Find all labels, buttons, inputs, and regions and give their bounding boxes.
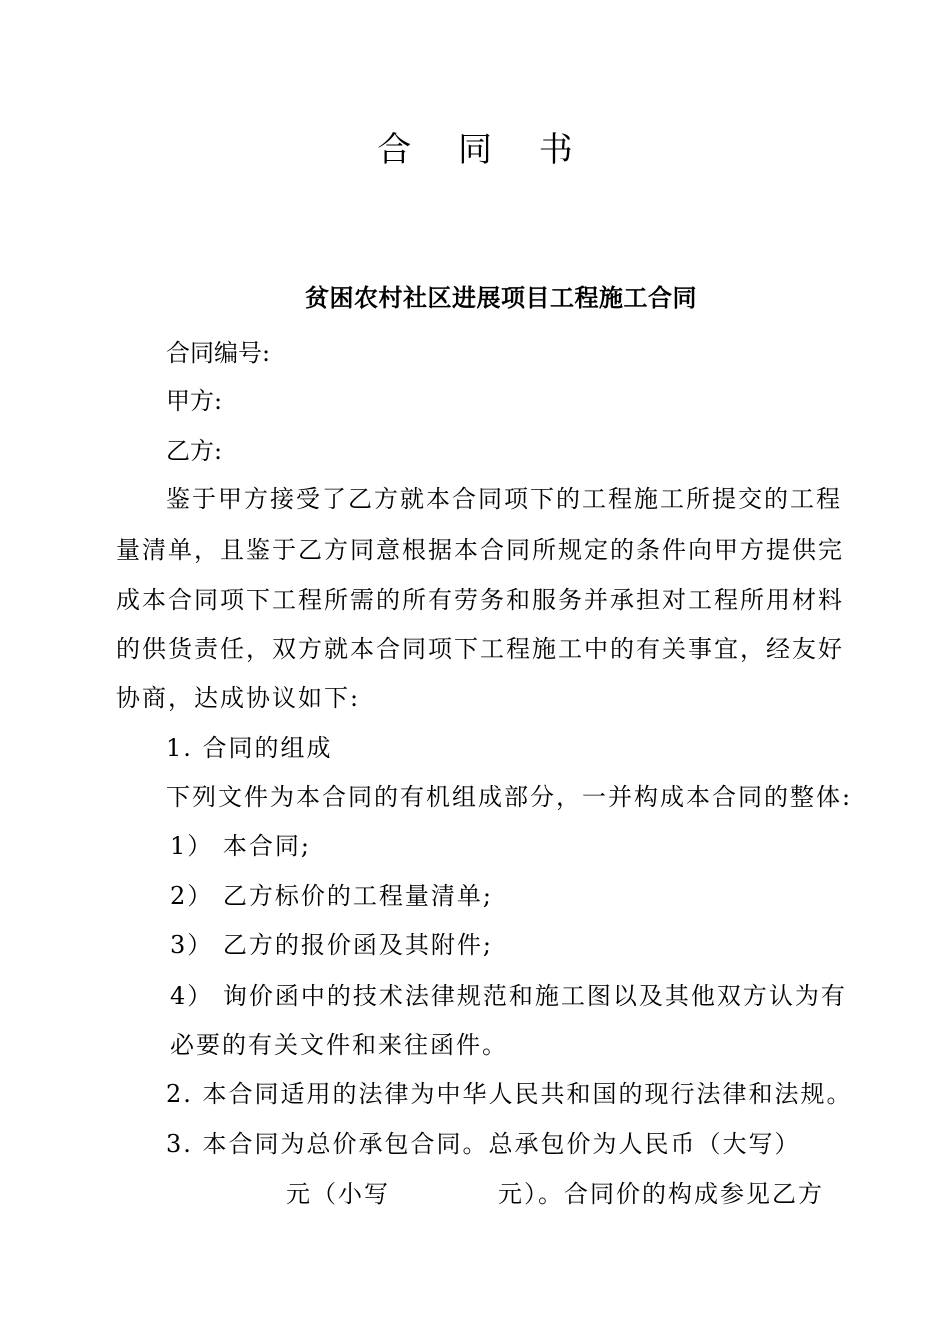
section-2: 2. 本合同适用的法律为中华人民共和国的现行法律和法规。 — [166, 1080, 853, 1108]
party-b-label: 乙方: — [166, 437, 223, 465]
section-3-line-1: 3. 本合同为总价承包合同。总承包价为人民币（大写） — [166, 1130, 801, 1158]
document-subtitle: 贫困农村社区进展项目工程施工合同 — [305, 284, 697, 312]
section-1-item-2: 2） 乙方标价的工程量清单; — [170, 882, 493, 910]
section-1-item-1: 1） 本合同; — [170, 832, 311, 860]
preamble-line-5: 协商，达成协议如下: — [116, 684, 361, 712]
preamble-line-4: 的供货责任，双方就本合同项下工程施工中的有关事宜，经友好 — [116, 635, 844, 663]
party-a-label: 甲方: — [166, 387, 223, 415]
contract-number-label: 合同编号: — [166, 339, 271, 367]
section-3-amount-tail: 元）。合同价的构成参见乙方 — [498, 1180, 824, 1208]
preamble-line-3: 成本合同项下工程所需的所有劳务和服务并承担对工程所用材料 — [116, 586, 844, 614]
preamble-line-1: 鉴于甲方接受了乙方就本合同项下的工程施工所提交的工程 — [166, 485, 842, 513]
document-title: 合 同 书 — [377, 130, 591, 170]
section-1-intro: 下列文件为本合同的有机组成部分，一并构成本合同的整体: — [166, 783, 853, 811]
section-1-item-4-continued: 必要的有关文件和来往函件。 — [170, 1031, 508, 1059]
section-1-item-3: 3） 乙方的报价函及其附件; — [170, 931, 493, 959]
section-1-item-4: 4） 询价函中的技术法律规范和施工图以及其他双方认为有 — [170, 982, 847, 1010]
preamble-line-2: 量清单，且鉴于乙方同意根据本合同所规定的条件向甲方提供完 — [116, 536, 844, 564]
section-1-heading: 1. 合同的组成 — [166, 734, 333, 762]
section-3-amount-small: 元（小写 — [286, 1180, 390, 1208]
